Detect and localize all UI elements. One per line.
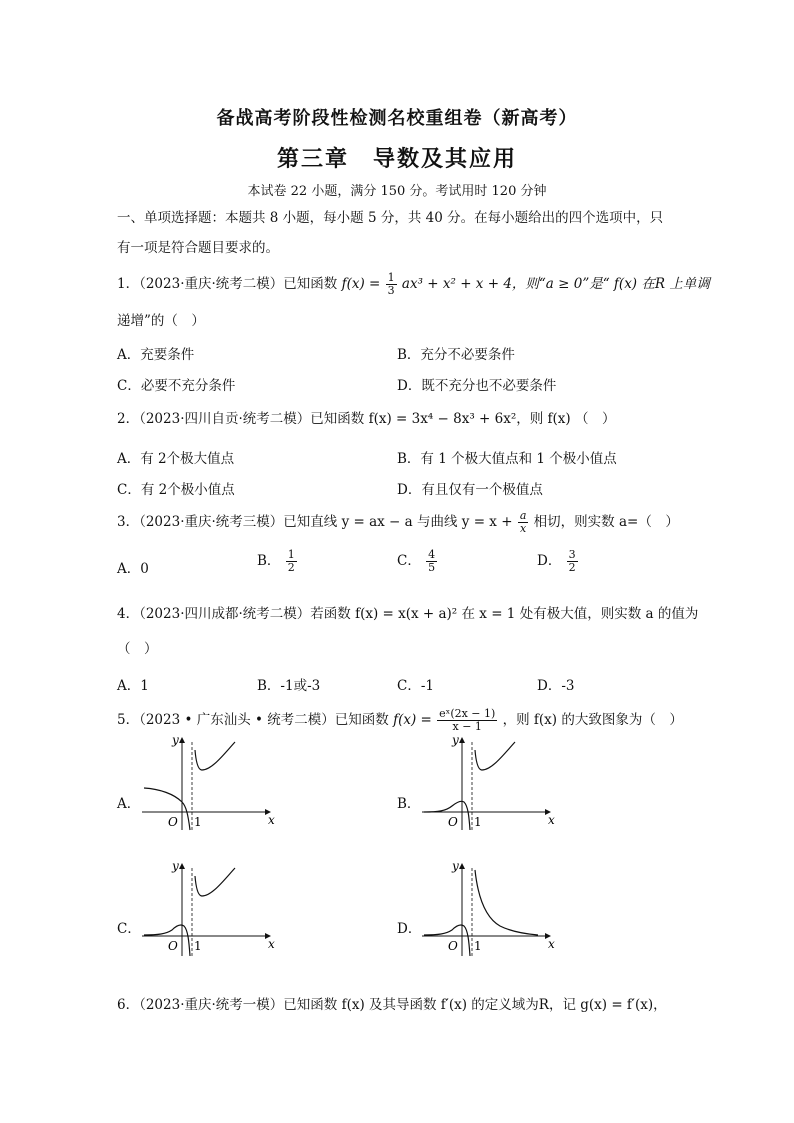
curve-left [144,788,190,830]
q3-opt-b-frac [286,549,297,574]
q3-opt-b-num: 1 [287,548,295,561]
question-4-stem: 4．（2023·四川成都·统考二模）若函数 f(x) = x(x + a)² 在 x = 1 处有极大值，则实数 a 的值为 [117,606,699,622]
q5-frac-den: x − 1 [452,720,482,733]
q3-opt-c-num: 4 [428,548,436,561]
q5-option-b-label[interactable]: B． [397,796,421,812]
q2-option-c[interactable]: C．有 2个极小值点 [117,482,235,498]
origin-label: O [448,939,458,953]
question-4-stem-line2: （ ） [117,641,158,657]
y-label: y [452,859,459,873]
x-label: x [268,813,275,827]
question-1-stem [117,272,710,297]
tick-label: 1 [474,939,482,953]
q5-graph-c[interactable] [140,858,280,958]
y-label: y [172,859,179,873]
question-1-stem-line2: 递增”的（ ） [117,313,205,329]
section-instruction-line1: 一、单项选择题：本题共 8 小题，每小题 5 分，共 40 分。在每小题给出的四个选项中，只 [117,210,664,226]
q3-prefix: 3．（2023·重庆·统考三模）已知直线 y = ax − a 与曲线 y = x + [117,514,513,530]
curve-right [195,868,235,896]
origin-label: O [168,815,178,829]
x-label: x [548,813,555,827]
curve-right [195,742,235,770]
q5-suffix: ，则 f(x) 的大致图象为（ ） [502,712,683,728]
q1-option-d[interactable]: D．既不充分也不必要条件 [397,378,557,394]
curve-right [475,870,538,935]
chapter-title: 第三章 导数及其应用 [276,146,517,172]
q3-option-d[interactable] [537,549,579,574]
curve-right [475,742,515,770]
q4-option-d[interactable]: D．-3 [537,678,575,694]
q3-option-a[interactable]: A．0 [117,561,149,577]
q3-frac-den: x [519,522,527,535]
q1-option-a[interactable]: A．充要条件 [117,347,195,363]
q1-frac-den: 3 [387,284,395,297]
q4-option-c[interactable]: C．-1 [397,678,434,694]
tick-label: 1 [194,939,202,953]
question-5-stem [117,708,683,733]
question-6-stem: 6．（2023·重庆·统考一模）已知函数 f(x) 及其导函数 f′(x) 的定义域为R，记 g(x) = f′(x)， [117,997,667,1013]
q5-option-a-label[interactable]: A． [117,796,141,812]
q1-rest: ax³ + x² + x + 4，则“a ≥ 0”是“ f(x) 在R 上单调 [401,276,710,292]
q3-opt-c-label: C． [397,553,421,569]
q1-prefix: 1．（2023·重庆·统考二模）已知函数 [117,276,338,292]
question-2-stem: 2．（2023·四川自贡·统考二模）已知函数 f(x) = 3x⁴ − 8x³ + 6x²，则 f(x) （ ） [117,411,616,427]
q3-opt-d-label: D． [537,553,562,569]
q3-option-c[interactable] [397,549,438,574]
exam-info: 本试卷 22 小题，满分 150 分。考试用时 120 分钟 [247,184,547,199]
q4-option-a[interactable]: A．1 [117,678,149,694]
q5-frac-num: eˣ(2x − 1) [439,707,496,720]
origin-label: O [168,939,178,953]
q4-option-b[interactable]: B．-1或-3 [257,678,321,694]
q3-opt-d-den: 2 [568,561,576,574]
q3-opt-c-den: 5 [428,561,436,574]
q5-graph-d[interactable] [420,858,560,958]
q1-func: f(x) = [341,276,381,292]
q5-option-d-label[interactable]: D． [397,921,422,937]
q3-opt-d-frac [567,549,578,574]
q5-option-c-label[interactable]: C． [117,921,141,937]
q5-prefix: 5．（2023 • 广东汕头 • 统考二模）已知函数 [117,712,389,728]
q1-option-b[interactable]: B．充分不必要条件 [397,347,515,363]
paper-title: 备战高考阶段性检测名校重组卷（新高考） [216,108,578,129]
q3-opt-c-frac [426,549,437,574]
q1-option-c[interactable]: C．必要不充分条件 [117,378,236,394]
q5-fraction [437,708,497,733]
curve-left [424,925,470,956]
x-label: x [268,937,275,951]
q2-option-d[interactable]: D．有且仅有一个极值点 [397,482,543,498]
section-instruction-line2: 有一项是符合题目要求的。 [117,240,279,256]
question-3-stem [117,510,679,535]
tick-label: 1 [474,815,482,829]
curve-left [424,801,470,830]
q3-fraction [518,510,529,535]
q1-frac-num: 1 [387,271,395,284]
q5-graph-b[interactable] [420,732,560,832]
y-label: y [172,733,179,747]
q3-opt-b-den: 2 [287,561,295,574]
curve-left [144,925,190,956]
x-label: x [548,937,555,951]
q3-frac-num: a [519,509,527,522]
q2-option-a[interactable]: A．有 2个极大值点 [117,451,235,467]
origin-label: O [448,815,458,829]
q3-option-b[interactable] [257,549,298,574]
q5-func: f(x) = [393,712,432,728]
q3-opt-b-label: B． [257,553,281,569]
y-label: y [452,733,459,747]
q3-opt-d-num: 3 [568,548,576,561]
q2-option-b[interactable]: B．有 1 个极大值点和 1 个极小值点 [397,451,617,467]
q1-fraction [386,272,397,297]
tick-label: 1 [194,815,202,829]
q3-suffix: 相切，则实数 a=（ ） [533,514,679,530]
q5-graph-a[interactable] [140,732,280,832]
